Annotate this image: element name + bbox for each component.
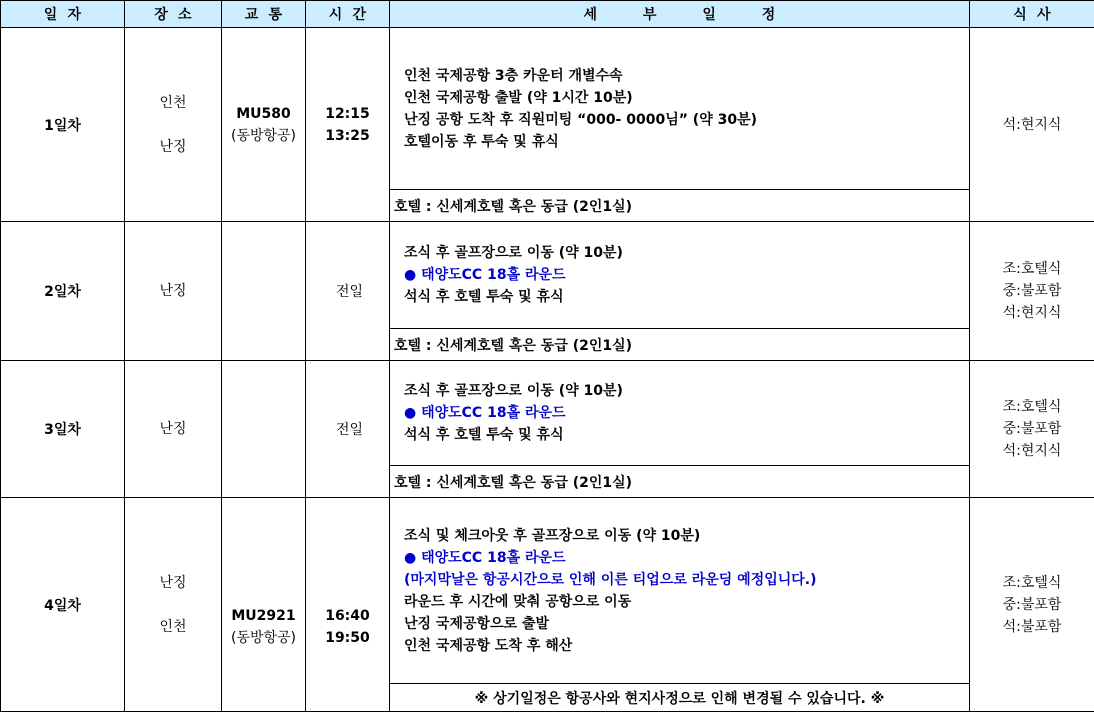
day3-row (1, 361, 1094, 466)
day2-places (125, 222, 222, 361)
day4-flight: MU2921 (231, 607, 296, 624)
day3-details (390, 361, 970, 466)
day1-details (390, 28, 970, 190)
day3-time (306, 361, 390, 498)
day2-hotel: 호텔 : 신세계호텔 혹은 동급 (2인1실) (390, 329, 970, 361)
day2-label: 2일차 (1, 222, 125, 361)
day1-meal-1: 석:현지식 (1002, 116, 1062, 133)
day4-details (390, 498, 970, 684)
day1-meals (970, 28, 1094, 222)
day1-hotel: 호텔 : 신세계호텔 혹은 동급 (2인1실) (390, 190, 970, 222)
header-transport: 교 통 (222, 1, 306, 28)
day2-details (390, 222, 970, 329)
day4-row (1, 498, 1094, 684)
day2-detail-3: 석식 후 호텔 투숙 및 휴식 (404, 289, 564, 305)
header-row (1, 1, 1094, 28)
day3-hotel: 호텔 : 신세계호텔 혹은 동급 (2인1실) (390, 466, 970, 498)
day4-transport (222, 498, 306, 712)
day1-airline: (동방항공) (230, 127, 297, 144)
day4-places (125, 498, 222, 712)
day4-time-depart: 16:40 (325, 607, 370, 624)
day1-place-2: 난징 (159, 138, 187, 155)
day3-meals (970, 361, 1094, 498)
header-time: 시 간 (306, 1, 390, 28)
day4-detail-1: 조식 및 체크아웃 후 골프장으로 이동 (약 10분) (404, 527, 701, 544)
day2-detail-2: ● 태양도CC 18홀 라운드 (404, 267, 566, 283)
header-details: 세 부 일 정 (390, 1, 970, 28)
day3-detail-2: ● 태양도CC 18홀 라운드 (404, 405, 566, 421)
day3-detail-1: 조식 후 골프장으로 이동 (약 10분) (404, 383, 623, 399)
day3-place-1: 난징 (159, 421, 187, 437)
day1-time-arrive: 13:25 (325, 127, 370, 144)
day3-transport (222, 361, 306, 498)
header-place: 장 소 (125, 1, 222, 28)
day1-place-1: 인천 (159, 94, 187, 111)
day4-meal-2: 중:불포함 (1002, 596, 1062, 613)
day2-row (1, 222, 1094, 329)
day1-time (306, 28, 390, 222)
day2-meals (970, 222, 1094, 361)
day4-place-1: 난징 (159, 574, 187, 591)
day4-place-2: 인천 (159, 618, 187, 635)
day4-meal-1: 조:호텔식 (1002, 574, 1062, 591)
day1-detail-3: 난징 공항 도착 후 직원미팅 “000- 0000님” (약 30분) (404, 111, 758, 128)
day2-time (306, 222, 390, 361)
day2-detail-1: 조식 후 골프장으로 이동 (약 10분) (404, 245, 623, 261)
day3-meal-2: 중:불포함 (1002, 421, 1062, 437)
day3-meal-1: 조:호텔식 (1002, 399, 1062, 415)
day1-row (1, 28, 1094, 190)
day1-flight: MU580 (236, 105, 291, 122)
day2-time-value: 전일 (335, 284, 363, 300)
day1-time-depart: 12:15 (325, 105, 370, 122)
day1-detail-4: 호텔이동 후 투숙 및 휴식 (404, 133, 559, 150)
day4-detail-4: 라운드 후 시간에 맞춰 공항으로 이동 (404, 593, 632, 610)
day4-meal-3: 석:불포함 (1002, 618, 1062, 635)
day4-label: 4일차 (1, 498, 125, 712)
day3-time-value: 전일 (335, 422, 363, 438)
schedule-notice: ※ 상기일정은 항공사와 현지사정으로 인해 변경될 수 있습니다. ※ (390, 684, 970, 712)
day4-detail-5: 난징 국제공항으로 출발 (404, 615, 549, 632)
day2-place-1: 난징 (159, 283, 187, 299)
day2-meal-2: 중:불포함 (1002, 283, 1062, 299)
day3-places (125, 361, 222, 498)
day1-transport (222, 28, 306, 222)
day4-time (306, 498, 390, 712)
day1-places (125, 28, 222, 222)
day2-meal-1: 조:호텔식 (1002, 261, 1062, 277)
day1-detail-2: 인천 국제공항 출발 (약 1시간 10분) (404, 89, 633, 106)
day3-label: 3일차 (1, 361, 125, 498)
day1-label: 1일차 (1, 28, 125, 222)
day3-detail-3: 석식 후 호텔 투숙 및 휴식 (404, 427, 564, 443)
day2-transport (222, 222, 306, 361)
header-day: 일 자 (1, 1, 125, 28)
day1-detail-1: 인천 국제공항 3층 카운터 개별수속 (404, 67, 623, 84)
day4-time-arrive: 19:50 (325, 629, 370, 646)
day4-airline: (동방항공) (230, 629, 297, 646)
day3-meal-3: 석:현지식 (1002, 443, 1062, 459)
day4-detail-6: 인천 국제공항 도착 후 해산 (404, 637, 573, 654)
day4-detail-3: (마지막날은 항공시간으로 인해 이른 티업으로 라운딩 예정입니다.) (404, 571, 817, 588)
day2-meal-3: 석:현지식 (1002, 305, 1062, 321)
header-meals: 식 사 (970, 1, 1094, 28)
day4-meals (970, 498, 1094, 712)
day4-detail-2: ● 태양도CC 18홀 라운드 (404, 549, 566, 566)
